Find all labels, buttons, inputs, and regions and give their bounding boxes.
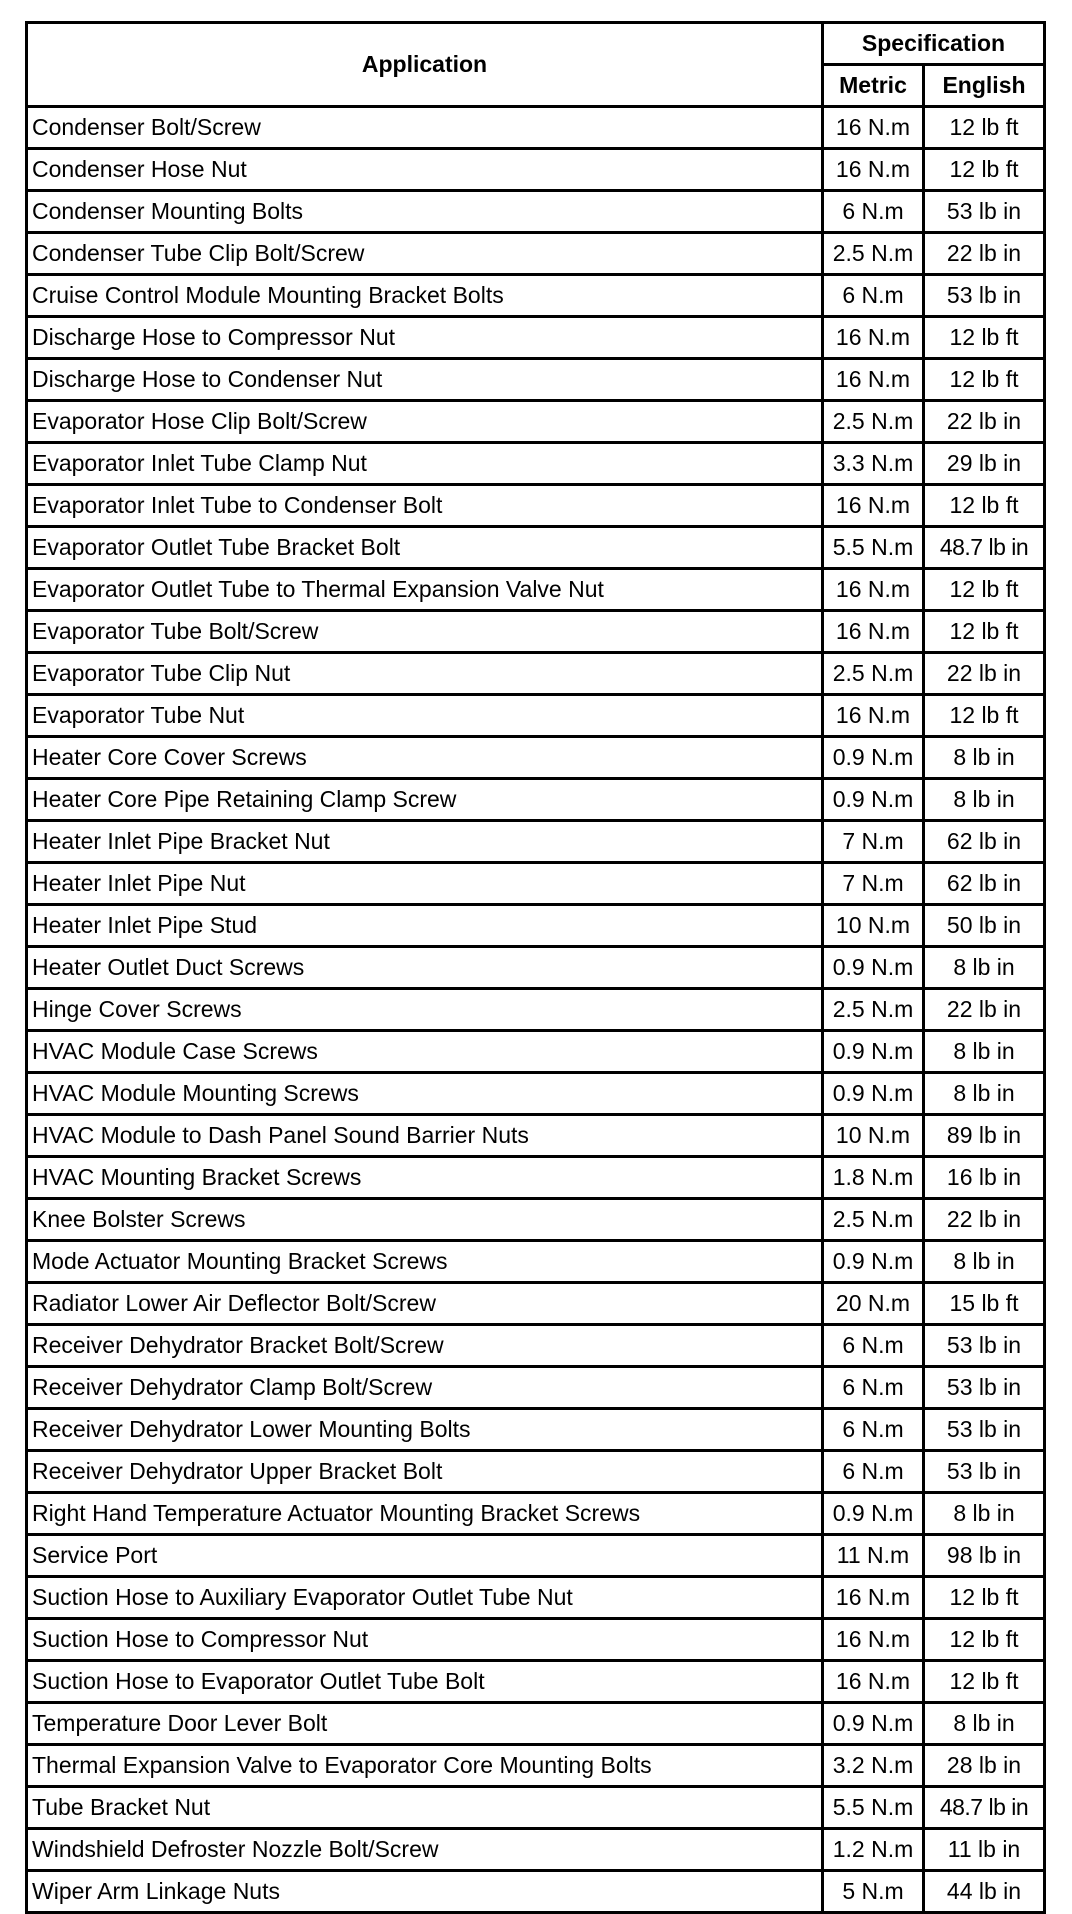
application-cell: Service Port <box>27 1535 823 1577</box>
table-row <box>27 695 1045 737</box>
application-cell: HVAC Mounting Bracket Screws <box>27 1157 823 1199</box>
metric-cell: 5.5 N.m <box>823 1787 924 1829</box>
metric-cell: 20 N.m <box>823 1283 924 1325</box>
metric-cell: 16 N.m <box>823 569 924 611</box>
application-cell: Hinge Cover Screws <box>27 989 823 1031</box>
metric-cell: 3.2 N.m <box>823 1745 924 1787</box>
english-cell: 12 lb ft <box>924 359 1045 401</box>
table-row <box>27 1451 1045 1493</box>
table-row <box>27 1871 1045 1913</box>
table-row <box>27 1325 1045 1367</box>
metric-cell: 16 N.m <box>823 359 924 401</box>
table-row <box>27 1577 1045 1619</box>
english-cell: 50 lb in <box>924 905 1045 947</box>
metric-cell: 6 N.m <box>823 1451 924 1493</box>
metric-cell: 0.9 N.m <box>823 779 924 821</box>
metric-cell: 16 N.m <box>823 317 924 359</box>
application-cell: Tube Bracket Nut <box>27 1787 823 1829</box>
application-cell: Evaporator Inlet Tube Clamp Nut <box>27 443 823 485</box>
english-cell: 29 lb in <box>924 443 1045 485</box>
metric-cell: 0.9 N.m <box>823 1703 924 1745</box>
table-row <box>27 1703 1045 1745</box>
application-cell: Temperature Door Lever Bolt <box>27 1703 823 1745</box>
application-cell: Mode Actuator Mounting Bracket Screws <box>27 1241 823 1283</box>
english-header: English <box>924 65 1045 107</box>
application-cell: Receiver Dehydrator Clamp Bolt/Screw <box>27 1367 823 1409</box>
table-row <box>27 653 1045 695</box>
application-header: Application <box>27 23 823 107</box>
metric-cell: 0.9 N.m <box>823 947 924 989</box>
header-row-top <box>27 23 1045 65</box>
metric-cell: 16 N.m <box>823 107 924 149</box>
metric-cell: 0.9 N.m <box>823 737 924 779</box>
application-cell: Heater Outlet Duct Screws <box>27 947 823 989</box>
table-row <box>27 1241 1045 1283</box>
metric-cell: 0.9 N.m <box>823 1031 924 1073</box>
metric-header: Metric <box>823 65 924 107</box>
metric-cell: 2.5 N.m <box>823 233 924 275</box>
english-cell: 12 lb ft <box>924 1619 1045 1661</box>
application-cell: Windshield Defroster Nozzle Bolt/Screw <box>27 1829 823 1871</box>
english-cell: 22 lb in <box>924 401 1045 443</box>
application-cell: Discharge Hose to Condenser Nut <box>27 359 823 401</box>
metric-cell: 7 N.m <box>823 863 924 905</box>
application-cell: Thermal Expansion Valve to Evaporator Core Mounting Bolts <box>27 1745 823 1787</box>
english-cell: 15 lb ft <box>924 1283 1045 1325</box>
english-cell: 48.7 lb in <box>924 527 1045 569</box>
table-row <box>27 1745 1045 1787</box>
english-cell: 12 lb ft <box>924 485 1045 527</box>
metric-cell: 2.5 N.m <box>823 401 924 443</box>
table-row <box>27 443 1045 485</box>
table-row <box>27 1199 1045 1241</box>
metric-cell: 1.2 N.m <box>823 1829 924 1871</box>
table-row <box>27 1283 1045 1325</box>
english-cell: 8 lb in <box>924 1703 1045 1745</box>
metric-cell: 3.3 N.m <box>823 443 924 485</box>
english-cell: 12 lb ft <box>924 569 1045 611</box>
table-row <box>27 779 1045 821</box>
table-row <box>27 359 1045 401</box>
metric-cell: 0.9 N.m <box>823 1493 924 1535</box>
application-cell: Discharge Hose to Compressor Nut <box>27 317 823 359</box>
english-cell: 12 lb ft <box>924 695 1045 737</box>
application-cell: Evaporator Inlet Tube to Condenser Bolt <box>27 485 823 527</box>
table-row <box>27 317 1045 359</box>
application-cell: Cruise Control Module Mounting Bracket Bolts <box>27 275 823 317</box>
table-row <box>27 107 1045 149</box>
english-cell: 53 lb in <box>924 1451 1045 1493</box>
table-row <box>27 149 1045 191</box>
english-cell: 98 lb in <box>924 1535 1045 1577</box>
english-cell: 62 lb in <box>924 863 1045 905</box>
table-row <box>27 1031 1045 1073</box>
english-cell: 53 lb in <box>924 275 1045 317</box>
metric-cell: 16 N.m <box>823 695 924 737</box>
table-row <box>27 1535 1045 1577</box>
application-cell: Evaporator Outlet Tube Bracket Bolt <box>27 527 823 569</box>
application-cell: Wiper Arm Linkage Nuts <box>27 1871 823 1913</box>
application-cell: Evaporator Tube Nut <box>27 695 823 737</box>
english-cell: 89 lb in <box>924 1115 1045 1157</box>
table-row <box>27 233 1045 275</box>
metric-cell: 16 N.m <box>823 611 924 653</box>
english-cell: 12 lb ft <box>924 1661 1045 1703</box>
metric-cell: 6 N.m <box>823 1367 924 1409</box>
english-cell: 53 lb in <box>924 1409 1045 1451</box>
application-cell: Condenser Bolt/Screw <box>27 107 823 149</box>
application-cell: HVAC Module Case Screws <box>27 1031 823 1073</box>
application-cell: Suction Hose to Auxiliary Evaporator Outlet Tube Nut <box>27 1577 823 1619</box>
metric-cell: 16 N.m <box>823 1661 924 1703</box>
application-cell: Heater Inlet Pipe Stud <box>27 905 823 947</box>
application-cell: Receiver Dehydrator Upper Bracket Bolt <box>27 1451 823 1493</box>
application-cell: Receiver Dehydrator Lower Mounting Bolts <box>27 1409 823 1451</box>
english-cell: 12 lb ft <box>924 149 1045 191</box>
table-row <box>27 1367 1045 1409</box>
english-cell: 11 lb in <box>924 1829 1045 1871</box>
table-row <box>27 1493 1045 1535</box>
table-row <box>27 989 1045 1031</box>
metric-cell: 1.8 N.m <box>823 1157 924 1199</box>
application-cell: HVAC Module to Dash Panel Sound Barrier Nuts <box>27 1115 823 1157</box>
english-cell: 62 lb in <box>924 821 1045 863</box>
application-cell: Evaporator Tube Bolt/Screw <box>27 611 823 653</box>
english-cell: 8 lb in <box>924 1073 1045 1115</box>
metric-cell: 6 N.m <box>823 1325 924 1367</box>
metric-cell: 0.9 N.m <box>823 1241 924 1283</box>
application-cell: Condenser Hose Nut <box>27 149 823 191</box>
english-cell: 53 lb in <box>924 191 1045 233</box>
metric-cell: 6 N.m <box>823 1409 924 1451</box>
application-cell: HVAC Module Mounting Screws <box>27 1073 823 1115</box>
table-header <box>27 23 1045 107</box>
table-row <box>27 947 1045 989</box>
english-cell: 8 lb in <box>924 779 1045 821</box>
application-cell: Evaporator Tube Clip Nut <box>27 653 823 695</box>
metric-cell: 5 N.m <box>823 1871 924 1913</box>
application-cell: Heater Inlet Pipe Nut <box>27 863 823 905</box>
application-cell: Evaporator Outlet Tube to Thermal Expansion Valve Nut <box>27 569 823 611</box>
english-cell: 22 lb in <box>924 653 1045 695</box>
application-cell: Right Hand Temperature Actuator Mounting Bracket Screws <box>27 1493 823 1535</box>
table-row <box>27 1157 1045 1199</box>
specification-header: Specification <box>823 23 1045 65</box>
english-cell: 8 lb in <box>924 947 1045 989</box>
metric-cell: 10 N.m <box>823 905 924 947</box>
metric-cell: 16 N.m <box>823 485 924 527</box>
application-cell: Condenser Mounting Bolts <box>27 191 823 233</box>
table-row <box>27 1409 1045 1451</box>
english-cell: 22 lb in <box>924 1199 1045 1241</box>
application-cell: Heater Inlet Pipe Bracket Nut <box>27 821 823 863</box>
table-row <box>27 401 1045 443</box>
table-row <box>27 863 1045 905</box>
table-row <box>27 821 1045 863</box>
english-cell: 48.7 lb in <box>924 1787 1045 1829</box>
application-cell: Condenser Tube Clip Bolt/Screw <box>27 233 823 275</box>
table-row <box>27 1787 1045 1829</box>
table-row <box>27 527 1045 569</box>
english-cell: 8 lb in <box>924 1031 1045 1073</box>
table-row <box>27 191 1045 233</box>
metric-cell: 0.9 N.m <box>823 1073 924 1115</box>
table-row <box>27 1661 1045 1703</box>
application-cell: Radiator Lower Air Deflector Bolt/Screw <box>27 1283 823 1325</box>
metric-cell: 7 N.m <box>823 821 924 863</box>
table-row <box>27 275 1045 317</box>
torque-spec-table <box>25 21 1046 1914</box>
application-cell: Suction Hose to Compressor Nut <box>27 1619 823 1661</box>
english-cell: 12 lb ft <box>924 1577 1045 1619</box>
table-row <box>27 611 1045 653</box>
english-cell: 22 lb in <box>924 989 1045 1031</box>
application-cell: Receiver Dehydrator Bracket Bolt/Screw <box>27 1325 823 1367</box>
metric-cell: 16 N.m <box>823 149 924 191</box>
metric-cell: 6 N.m <box>823 191 924 233</box>
english-cell: 8 lb in <box>924 1493 1045 1535</box>
table-row <box>27 569 1045 611</box>
english-cell: 28 lb in <box>924 1745 1045 1787</box>
table-row <box>27 485 1045 527</box>
application-cell: Knee Bolster Screws <box>27 1199 823 1241</box>
metric-cell: 11 N.m <box>823 1535 924 1577</box>
table-row <box>27 1829 1045 1871</box>
english-cell: 22 lb in <box>924 233 1045 275</box>
metric-cell: 2.5 N.m <box>823 653 924 695</box>
metric-cell: 6 N.m <box>823 275 924 317</box>
application-cell: Heater Core Pipe Retaining Clamp Screw <box>27 779 823 821</box>
metric-cell: 16 N.m <box>823 1619 924 1661</box>
english-cell: 53 lb in <box>924 1367 1045 1409</box>
table-row <box>27 1115 1045 1157</box>
english-cell: 44 lb in <box>924 1871 1045 1913</box>
metric-cell: 16 N.m <box>823 1577 924 1619</box>
english-cell: 53 lb in <box>924 1325 1045 1367</box>
metric-cell: 5.5 N.m <box>823 527 924 569</box>
english-cell: 8 lb in <box>924 1241 1045 1283</box>
application-cell: Evaporator Hose Clip Bolt/Screw <box>27 401 823 443</box>
english-cell: 16 lb in <box>924 1157 1045 1199</box>
metric-cell: 2.5 N.m <box>823 1199 924 1241</box>
english-cell: 8 lb in <box>924 737 1045 779</box>
metric-cell: 2.5 N.m <box>823 989 924 1031</box>
table-body <box>27 107 1045 1913</box>
metric-cell: 10 N.m <box>823 1115 924 1157</box>
english-cell: 12 lb ft <box>924 317 1045 359</box>
table-row <box>27 1619 1045 1661</box>
table-row <box>27 1073 1045 1115</box>
english-cell: 12 lb ft <box>924 107 1045 149</box>
english-cell: 12 lb ft <box>924 611 1045 653</box>
application-cell: Heater Core Cover Screws <box>27 737 823 779</box>
application-cell: Suction Hose to Evaporator Outlet Tube Bolt <box>27 1661 823 1703</box>
table-row <box>27 905 1045 947</box>
table-row <box>27 737 1045 779</box>
